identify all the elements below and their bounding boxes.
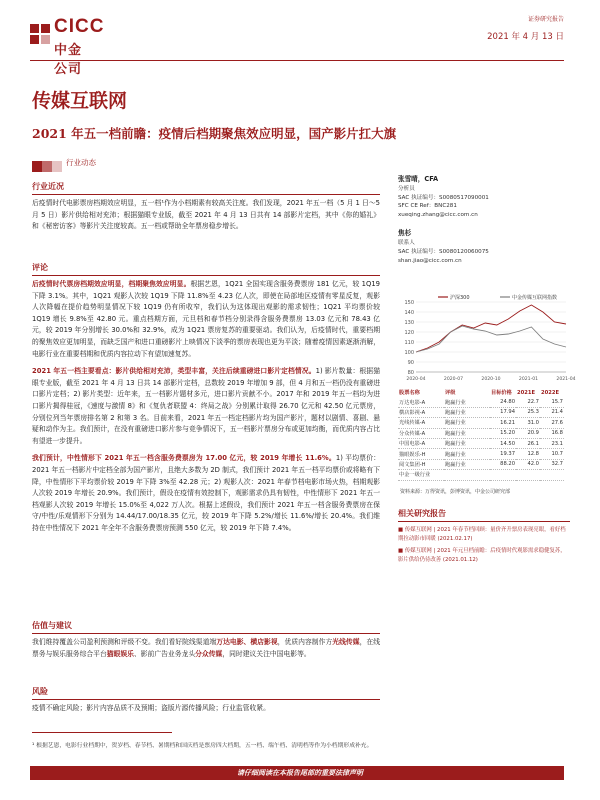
table-cell: 32.7: [540, 459, 564, 469]
chart-x-tick-label: 2021-04: [556, 377, 576, 382]
chart-y-tick-label: 90: [407, 359, 414, 366]
chart-y-tick-label: 130: [404, 319, 414, 326]
comment-divider: [32, 275, 380, 276]
report-tag: 行业动态: [66, 158, 96, 167]
table-cell: 16.8: [540, 428, 564, 438]
valuation-divider: [32, 633, 380, 634]
comment-p2-body: 1) 影片数量：根据猫眼专业版，截至 2021 年 4 月 13 日共 14 部影片定档，总数较 2019 年增加 9 部，但 4 月和五一档仍没有重磅进口影片定档；2) 影片类型：近年来，五一档影片题材多元，进口影片贡献不小。2017 年和 2019 年五一档均为进口影片揭得桂冠，《速度与激情 8》和《复仇者联盟 4：终局之战》分别累计取得 26.70 亿元和 42.50 亿元票房，分别位列当年票房排名第 2 和第 3 名。目前来看，2021 年五一档定档影片均为国产影片，题材以剧情、喜剧、悬疑和动作为主。我们预计，在没有重磅进口影片参与竞争情况下，五一档影片票房分布或更加均衡，而优质内容占比有望进一步提升。: [32, 367, 380, 445]
table-row: [398, 418, 564, 428]
cicc-logo: [30, 16, 105, 77]
table-cell: 19.37: [490, 449, 516, 459]
report-date: 2021 年 4 月 13 日: [487, 32, 564, 42]
table-cell: 12.8: [516, 449, 540, 459]
table-row: [398, 449, 564, 459]
chart-legend-label: 中金传媒互联网指数: [512, 295, 558, 301]
related-heading: 相关研究报告: [398, 509, 446, 518]
overview-text: 后疫情时代电影票房档期效应明显，五一档¹作为小档期素有较高关注度。我们发现，2021 年五一档（5 月 1 日～5 月 5 日）影片供给相对充沛；根据猫眼专业版，截至 2021 年 4 月 13 日共有 14 部影片定档，其中《你的婚礼》和《秘密访客》等影片关注度较高。五一档或帮助全年票房稳步增长。: [32, 199, 380, 231]
valuation-text-b: ，优质内容制作方: [277, 638, 333, 646]
report-title: 2021 年五一档前瞻：疫情后档期聚焦效应明显，国产影片扛大旗: [32, 126, 397, 141]
analyst2-email: shan.jiao@cicc.com.cn: [398, 257, 462, 264]
comment-heading: 评论: [32, 263, 48, 272]
section-overview: [32, 181, 380, 233]
related-item-text[interactable]: 传媒互联网 | 2021 年元旦档前瞻：后疫情时代观影需求稳健复苏，影片供给仍待改善 (2021.01.12): [398, 548, 566, 563]
table-cell: 27.6: [540, 418, 564, 428]
section-risk: [32, 686, 380, 715]
valuation-text-c: ，在线票务与娱乐服务综合平台: [32, 638, 381, 658]
chart-y-tick-label: 120: [404, 329, 414, 336]
analyst-sfc: SFC CE Ref：BNC281: [398, 203, 457, 210]
table-row: [398, 470, 564, 480]
valuation-bold-c: 猫眼娱乐: [106, 649, 134, 658]
table-header-2021e: 2021E: [517, 389, 535, 396]
table-header-name: 股票名称: [399, 390, 420, 397]
risk-text: 疫情不确定风险；影片内容品质不及预期；盗版片源传播风险；行业监管收紧。: [32, 704, 270, 712]
table-cell: 跑赢行业: [444, 407, 490, 417]
table-cell: 23.1: [540, 438, 564, 448]
table-cell: 猫眼娱乐-H: [398, 449, 444, 459]
table-cell: 31.0: [516, 418, 540, 428]
analyst-block: [398, 173, 568, 265]
valuation-text: [32, 637, 380, 660]
section-valuation: [32, 620, 380, 660]
comment-paragraph-3: [32, 453, 380, 534]
section-comment: [32, 262, 380, 534]
valuation-bold-b: 光线传媒: [332, 638, 360, 646]
table-cell: 17.94: [490, 407, 516, 417]
report-type: 证券研究报告: [527, 16, 564, 23]
comment-paragraph-2: [32, 366, 380, 447]
chart-y-tick-label: 140: [404, 309, 414, 316]
table-cell: 阅文集团-H: [398, 459, 444, 469]
logo-text-en: CICC: [54, 16, 105, 37]
comment-p1-body: 根据艺恩，1Q21 全国实现含服务费票房 181 亿元，较 1Q19 下降 3.1%。其中，1Q21 观影人次较 1Q19 下降 11.8%至 4.23 亿人次，即使在局部地区疫情有零星反复，观影人次降幅在提价趋势明显情况下较 1Q19 仍有所收窄，我们认为这体现出观影的需求韧性；1Q21 平均票价较 1Q19 增长 9.8%至 42.80 元。重点档期方面，元旦档和春节档分别录得含服务费票房 13.03 亿元和 78.43 亿元，较 2019 年分别增长 30.0%和 32.9%，成为 1Q21 票房复苏的重要驱动。我们认为，后疫情时代，重要档期的聚焦效应更加明显，而缺乏国产和进口重磅影片上映情况下淡季的票房表现也更为平淡；随着疫情因素逐渐消解，电影行业在重要档期和优质内容拉动下有望加速复苏。: [32, 280, 381, 358]
table-cell: 20.9: [516, 428, 540, 438]
chart-x-tick-label: 2020-04: [406, 377, 426, 382]
table-cell: 15.7: [540, 397, 564, 407]
analyst2-sac: SAC 执证编号：S0080120060075: [398, 248, 489, 255]
overview-heading: 行业近况: [32, 182, 64, 191]
comment-paragraph-1: [32, 279, 380, 360]
table-cell: 42.0: [516, 459, 540, 469]
logo-text-cn: 中金公司: [54, 43, 83, 77]
table-cell: [516, 470, 540, 480]
table-cell: 21.4: [540, 407, 564, 417]
index-chart-svg: [398, 292, 576, 384]
analyst2-role: 联系人: [398, 240, 415, 247]
table-cell: 88.20: [490, 459, 516, 469]
index-chart: [398, 292, 576, 384]
chart-x-tick-label: 2021-01: [518, 377, 539, 382]
related-reports: [398, 508, 570, 564]
risk-heading: 风险: [32, 687, 48, 696]
related-item-text[interactable]: 传媒互联网 | 2021 年春节档回顾：量价齐升票房表现亮眼，看好档期拉动影市回暖 (2021.02.17): [398, 527, 566, 542]
table-cell: 跑赢行业: [444, 459, 490, 469]
stock-table: [398, 388, 564, 481]
chart-y-tick-label: 80: [407, 369, 414, 376]
related-divider: [398, 521, 570, 522]
header-rule: [30, 60, 564, 61]
valuation-heading: 估值与建议: [32, 621, 72, 630]
chart-y-tick-label: 150: [404, 299, 414, 306]
chart-y-tick-label: 110: [404, 339, 414, 346]
table-cell: [540, 470, 564, 480]
table-cell: 万达电影-A: [398, 397, 444, 407]
risk-divider: [32, 699, 380, 700]
table-row: [398, 407, 564, 417]
cicc-logo-mark-icon: [30, 18, 52, 54]
tag-bar-icon: [32, 157, 62, 168]
overview-divider: [32, 194, 380, 195]
table-cell: 跑赢行业: [444, 418, 490, 428]
table-cell: 跑赢行业: [444, 428, 490, 438]
table-row: [398, 397, 564, 407]
stock-table-grid: [398, 388, 564, 481]
footnote: ¹ 根据艺恩，电影行业档期中，贺岁档、春节档、暑期档和国庆档是票房四大档期，五一档、端午档、清明档等作为小档期形成补充。: [32, 743, 373, 749]
table-cell: 中金一级行业: [398, 470, 444, 480]
table-cell: 24.80: [490, 397, 516, 407]
chart-x-tick-label: 2020-07: [443, 377, 464, 382]
table-cell: 跑赢行业: [444, 438, 490, 448]
table-cell: [490, 470, 516, 480]
analyst2-name: 焦杉: [398, 229, 412, 238]
table-cell: 22.7: [516, 397, 540, 407]
table-header-2022e: 2022E: [541, 389, 559, 396]
table-cell: 10.7: [540, 449, 564, 459]
comment-p1-lead: 后疫情时代票房档期效应明显，档期聚焦效应明显。: [32, 280, 191, 288]
valuation-text-d: 、影前广告业务龙头: [133, 649, 196, 658]
footnote-rule: [32, 732, 172, 733]
related-item[interactable]: ■ 传媒互联网 | 2021 年春节档回顾：量价齐升票房表现亮眼，看好档期拉动影市回暖 (2021.02.17): [398, 527, 566, 542]
chart-y-tick-label: 100: [404, 349, 414, 356]
chart-legend-label: 沪深300: [450, 295, 470, 301]
valuation-text-e: ，同时建议关注中国电影等。: [222, 649, 311, 658]
table-header-target: 目标价格: [491, 390, 512, 397]
comment-p3-body: 1) 平均票价：2021 年五一档影片中定档全部为国产影片，且绝大多数为 2D 制式，我们预计 2021 年五一档平均票价或将略有下降，中性情形下平均票价较 2019 年下降 3%至 42.28 元；2) 观影人次：2021 年春节档电影市场火热，档期观影人次较 2019 年增长 20.9%。我们预计，假设在疫情有效控制下，观影需求仍具有韧性，中性情形下 2021 年五一档观影人次较 2019 年增长 15.0%至 4,022 万人次。根据上述假设，我们预计 2021 年五一档含服务费票房在保守/中性/乐观情形下分别为 14.44/17.00/18.35 亿元，较 2019 年下降 5.2%/增长 11.6%/增长 20.4%。我们维持在中性情况下 2021 年全年不含服务费票房预测 550 亿元，较 2019 年下降 7.4%。: [32, 454, 380, 532]
table-cell: 15.20: [490, 428, 516, 438]
table-row: [398, 428, 564, 438]
analyst-name: 张雪晴，CFA: [398, 175, 439, 183]
table-cell: 26.1: [516, 438, 540, 448]
valuation-bold-d: 分众传媒: [195, 649, 223, 658]
table-cell: [444, 470, 490, 480]
table-row: [398, 459, 564, 469]
table-row: [398, 438, 564, 448]
related-item[interactable]: ■ 传媒互联网 | 2021 年元旦档前瞻：后疫情时代观影需求稳健复苏，影片供给仍待改善 (2021.01.12): [398, 548, 566, 563]
analyst-role: 分析员: [398, 186, 415, 192]
valuation-text-a: 我们维持覆盖公司盈利预测和评级不变。我们看好院线渠道端: [32, 638, 217, 646]
table-cell: 分众传媒-A: [398, 428, 444, 438]
footer-disclaimer: 请仔细阅读在本报告尾部的重要法律声明: [237, 769, 363, 777]
table-cell: 跑赢行业: [444, 397, 490, 407]
analyst-sac: SAC 执证编号：S0080517090001: [398, 194, 489, 201]
sector-title: 传媒互联网: [32, 90, 128, 112]
comment-p3-lead: 我们预计，中性情形下 2021 年五一档含服务费票房为 17.00 亿元，较 2019 年增长 11.6%。: [32, 454, 336, 463]
chart-series-line: [416, 326, 566, 352]
table-header-rating: 评级: [445, 390, 456, 397]
table-cell: 横店影视-A: [398, 407, 444, 417]
table-cell: 中国电影-A: [398, 438, 444, 448]
comment-p2-lead: 2021 年五一档主要看点：影片供给相对充沛，类型丰富，关注后续重磅进口影片定档情况。: [32, 367, 316, 376]
analyst-email: xueqing.zhang@cicc.com.cn: [398, 211, 478, 218]
table-cell: 光线传媒-A: [398, 418, 444, 428]
table-cell: 25.3: [516, 407, 540, 417]
table-cell: 14.50: [490, 438, 516, 448]
table-cell: 16.21: [490, 418, 516, 428]
chart-x-tick-label: 2020-10: [481, 377, 501, 382]
valuation-bold-a: 万达电影、横店影视: [216, 638, 278, 646]
table-cell: 跑赢行业: [444, 449, 490, 459]
table-source: 资料来源：万得资讯，彭博资讯，中金公司研究部: [400, 489, 511, 495]
